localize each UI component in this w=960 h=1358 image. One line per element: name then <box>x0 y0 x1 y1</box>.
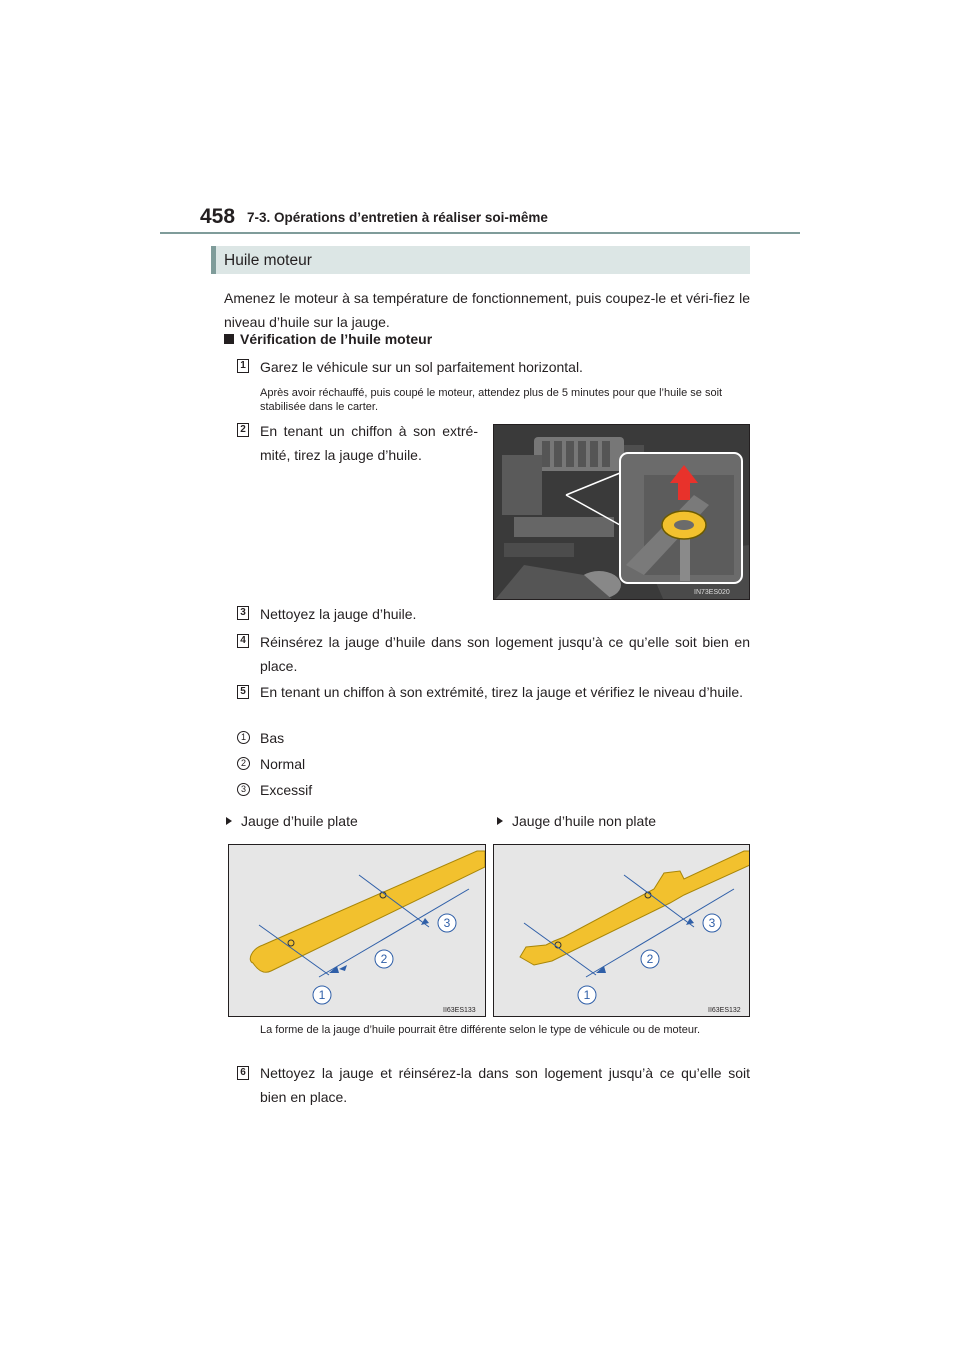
flat-dipstick-caption: Jauge d’huile plate <box>226 813 358 829</box>
triangle-bullet-icon <box>226 817 232 825</box>
step-1-text: Garez le véhicule sur un sol parfaitement horizontal. <box>260 359 583 375</box>
level-label-bas: Bas <box>260 730 285 746</box>
flat-callout-1: 1 <box>318 988 326 1002</box>
section-title: Huile moteur <box>224 252 312 269</box>
level-number-2: 2 <box>237 757 250 770</box>
subheading-text: Vérification de l’huile moteur <box>240 331 433 347</box>
header-rule <box>160 232 800 234</box>
flat-callout-2: 2 <box>380 952 388 966</box>
step-1-note: Après avoir réchauffé, puis coupé le moteur, attendez plus de 5 minutes pour que l’huile se soit stabilisée dans le carter. <box>260 387 723 413</box>
intro-paragraph: Amenez le moteur à sa température de fonctionnement, puis coupez-le et véri-fiez le niveau d’huile sur la jauge. <box>224 290 750 330</box>
step-2-text: En tenant un chiffon à son extré-mité, tirez la jauge d’huile. <box>260 423 478 463</box>
step-badge-2: 2 <box>237 423 249 437</box>
section-accent <box>211 246 216 274</box>
non-flat-dipstick-caption: Jauge d’huile non plate <box>497 813 656 829</box>
engine-bay-illustration <box>494 425 750 600</box>
non-flat-figure-code: II63ES132 <box>708 1007 741 1014</box>
figure-note: La forme de la jauge d’huile pourrait être différente selon le type de véhicule ou de moteur. <box>260 1024 701 1036</box>
engine-figure-code: IN73ES020 <box>694 589 730 596</box>
flat-callout-3: 3 <box>443 916 451 930</box>
subheading <box>224 331 432 347</box>
non-flat-callout-2: 2 <box>646 952 654 966</box>
step-4-text: Réinsérez la jauge d’huile dans son logement jusqu’à ce qu’elle soit bien en place. <box>260 634 750 674</box>
step-badge-1: 1 <box>237 359 249 373</box>
level-number-3: 3 <box>237 783 250 796</box>
step-badge-4: 4 <box>237 634 249 648</box>
level-label-normal: Normal <box>260 756 306 772</box>
step-badge-3: 3 <box>237 606 249 620</box>
square-bullet-icon <box>224 334 234 344</box>
flat-dipstick-figure <box>228 844 486 1017</box>
chapter-title: 7-3. Opérations d’entretien à réaliser soi-même <box>247 210 548 225</box>
non-flat-callout-1: 1 <box>583 988 591 1002</box>
flat-dipstick-illustration <box>229 845 486 1017</box>
step-badge-6: 6 <box>237 1066 249 1080</box>
level-label-excessif: Excessif <box>260 782 313 798</box>
triangle-bullet-icon <box>497 817 503 825</box>
step-badge-5: 5 <box>237 685 249 699</box>
non-flat-dipstick-illustration <box>494 845 750 1017</box>
engine-bay-figure <box>493 424 750 600</box>
step-5-text: En tenant un chiffon à son extrémité, tirez la jauge et vérifiez le niveau d’huile. <box>260 684 744 700</box>
page-number: 458 <box>200 205 236 228</box>
flat-figure-code: II63ES133 <box>443 1007 476 1014</box>
non-flat-dipstick-figure <box>493 844 750 1017</box>
non-flat-callout-3: 3 <box>708 916 716 930</box>
step-6-text: Nettoyez la jauge et réinsérez-la dans son logement jusqu’à ce qu’elle soit bien en place. <box>260 1065 750 1105</box>
step-3-text: Nettoyez la jauge d’huile. <box>260 606 417 622</box>
level-number-1: 1 <box>237 731 250 744</box>
